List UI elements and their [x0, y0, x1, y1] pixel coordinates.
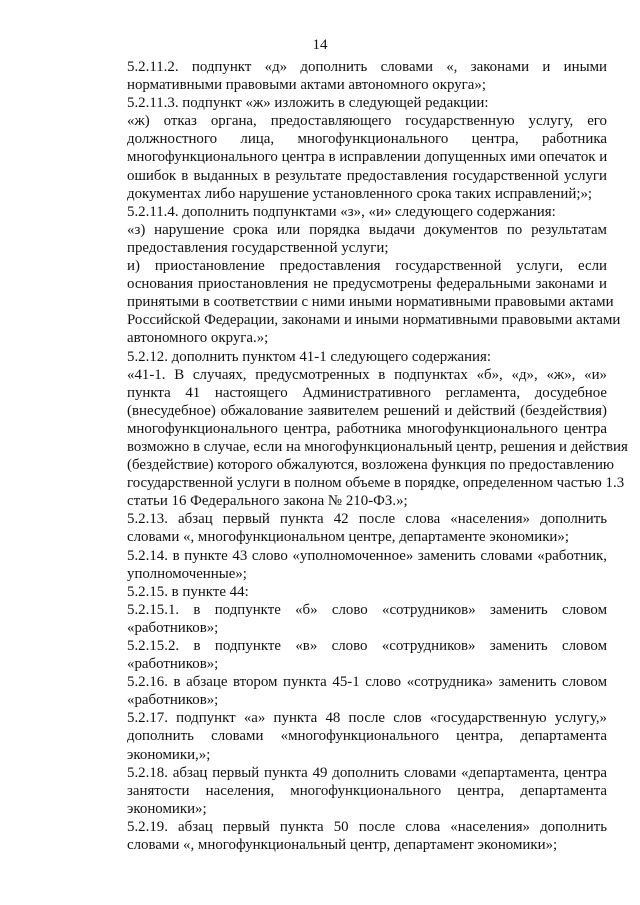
- text-line: «работников»;: [127, 656, 219, 673]
- text-line: основания приостановления не предусмотрены федеральными законами и: [127, 276, 607, 293]
- text-line: 5.2.16. в абзаце втором пункта 45-1 слово «сотрудника» заменить словом: [127, 674, 607, 691]
- text-line: «работников»;: [127, 692, 219, 709]
- text-line: 5.2.19. абзац первый пункта 50 после слова «населения» дополнить: [127, 818, 607, 835]
- paragraph: [89, 547, 607, 583]
- text-line: предоставления государственной услуги;: [127, 239, 389, 256]
- text-line: «з) нарушение срока или порядка выдачи документов по результатам: [127, 221, 607, 238]
- paragraph: [89, 583, 607, 601]
- text-line: многофункционального центра, работника многофункционального центра: [127, 420, 607, 437]
- text-line: автономного округа.»;: [127, 330, 269, 347]
- paragraph: [89, 366, 628, 511]
- document-body: [89, 58, 628, 854]
- text-line: принятыми в соответствии с ними иными нормативными правовыми актами: [127, 294, 614, 311]
- page-number: 14: [312, 37, 328, 53]
- text-line: пункта 41 настоящего Административного регламента, досудебное: [127, 384, 607, 401]
- text-line: 5.2.11.4. дополнить подпунктами «з», «и» следующего содержания:: [127, 203, 556, 220]
- text-line: словами «, многофункциональный центр, департамент экономики»;: [127, 837, 558, 854]
- paragraph: [89, 112, 607, 202]
- paragraph: [89, 58, 607, 94]
- paragraph: [89, 709, 607, 763]
- text-line: должностного лица, многофункционального центра, работника: [127, 131, 607, 148]
- text-line: «41-1. В случаях, предусмотренных в подпунктах «б», «д», «ж», «и»: [127, 366, 607, 383]
- paragraph: [89, 601, 607, 637]
- text-line: словами «, многофункциональном центре, департаменте экономики»;: [127, 529, 569, 546]
- text-line: дополнить словами «многофункционального центра, департамента: [127, 728, 607, 745]
- paragraph: [89, 510, 607, 546]
- text-line: 5.2.13. абзац первый пункта 42 после слова «населения» дополнить: [127, 511, 607, 528]
- text-line: экономики,»;: [127, 746, 211, 763]
- paragraph: [89, 94, 607, 112]
- text-line: 5.2.15.1. в подпункте «б» слово «сотрудников» заменить словом: [127, 601, 607, 618]
- paragraph: [89, 203, 607, 221]
- text-line: уполномоченные»;: [127, 565, 247, 582]
- paragraph: [89, 764, 607, 818]
- text-line: 5.2.12. дополнить пунктом 41-1 следующего содержания:: [127, 348, 492, 365]
- paragraph: [89, 818, 607, 854]
- text-line: нормативными правовыми актами автономного округа»;: [127, 77, 486, 94]
- text-line: (бездействие) которого обжалуются, возложена функция по предоставлению: [127, 457, 615, 474]
- text-line: статьи 16 Федерального закона № 210-ФЗ.»;: [127, 493, 408, 510]
- text-line: 5.2.18. абзац первый пункта 49 дополнить словами «департамента, центра: [127, 764, 607, 781]
- paragraph: [89, 257, 621, 347]
- paragraph: [89, 673, 607, 709]
- text-line: 5.2.17. подпункт «а» пункта 48 после слов «государственную услугу,»: [127, 710, 607, 727]
- paragraph: [89, 221, 607, 257]
- text-line: «работников»;: [127, 619, 219, 636]
- text-line: 5.2.11.3. подпункт «ж» изложить в следующей редакции:: [127, 95, 489, 112]
- text-line: 5.2.15. в пункте 44:: [127, 583, 249, 600]
- text-line: 5.2.15.2. в подпункте «в» слово «сотрудников» заменить словом: [127, 638, 607, 654]
- text-line: и) приостановление предоставления государственной услуги, если: [127, 258, 607, 275]
- text-line: ошибок в выданных в результате предоставления государственной услуги: [127, 167, 607, 184]
- text-line: 5.2.11.2. подпункт «д» дополнить словами «, законами и иными: [127, 59, 607, 75]
- text-line: экономики»;: [127, 800, 207, 817]
- text-line: возможно в случае, если на многофункциональный центр, решения и действия: [127, 438, 628, 455]
- text-line: многофункционального центра в исправлении допущенных ими опечаток и: [127, 149, 608, 166]
- text-line: документах либо нарушение установленного срока таких исправлений;»;: [127, 185, 593, 202]
- paragraph: [89, 637, 607, 673]
- paragraph: [89, 348, 607, 366]
- text-line: 5.2.14. в пункте 43 слово «уполномоченное» заменить словами «работник,: [127, 547, 607, 564]
- text-line: «ж) отказ органа, предоставляющего государственную услугу, его: [127, 113, 607, 130]
- text-line: (внесудебное) обжалование заявителем решений и действий (бездействия): [127, 402, 607, 419]
- text-line: занятости населения, многофункционального центра, департамента: [127, 782, 607, 799]
- text-line: Российской Федерации, законами и иными нормативными правовыми актами: [127, 312, 621, 329]
- text-line: государственной услуги в полном объеме в порядке, определенном частью 1.3: [127, 475, 625, 492]
